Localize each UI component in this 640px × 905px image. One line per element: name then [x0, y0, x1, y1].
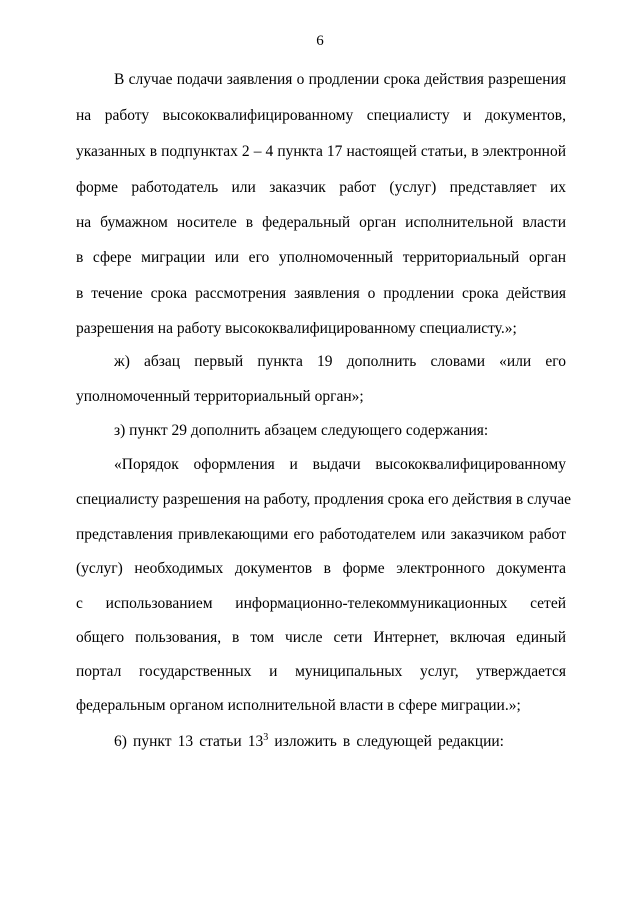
paragraph-line: уполномоченный территориальный орган»;: [76, 388, 364, 405]
paragraph-line: ж) абзац первый пункта 19 дополнить словами «или его: [114, 353, 566, 370]
paragraph-line: указанных в подпунктах 2 – 4 пункта 17 настоящей статьи, в электронной: [76, 143, 566, 160]
paragraph-line: в сфере миграции или его уполномоченный территориальный орган: [76, 249, 566, 266]
paragraph-line: форме работодатель или заказчик работ (услуг) представляет их: [76, 179, 566, 196]
paragraph-line: общего пользования, в том числе сети Интернет, включая единый: [76, 629, 566, 646]
paragraph-line: на работу высококвалифицированному специалисту и документов,: [76, 107, 566, 124]
paragraph-line: з) пункт 29 дополнить абзацем следующего содержания:: [114, 422, 489, 439]
paragraph-line: разрешения на работу высококвалифицированному специалисту.»;: [76, 320, 517, 337]
paragraph-line: (услуг) необходимых документов в форме электронного документа: [76, 560, 566, 577]
paragraph-line: федеральным органом исполнительной власти в сфере миграции.»;: [76, 697, 521, 714]
paragraph-line: портал государственных и муниципальных услуг, утверждается: [76, 663, 566, 680]
paragraph-text: 6) пункт 13 статьи 13: [114, 733, 264, 750]
paragraph-line: [114, 732, 504, 752]
superscript: 3: [263, 732, 269, 743]
paragraph-line: В случае подачи заявления о продлении срока действия разрешения: [114, 71, 566, 88]
paragraph-line: в течение срока рассмотрения заявления о продлении срока действия: [76, 285, 566, 302]
paragraph-line: с использованием информационно-телекоммуникационных сетей: [76, 595, 566, 612]
paragraph-line: на бумажном носителе в федеральный орган исполнительной власти: [76, 214, 566, 231]
paragraph-line: представления привлекающими его работодателем или заказчиком работ: [76, 526, 566, 543]
page-number: 6: [316, 33, 324, 49]
paragraph-text: изложить в следующей редакции:: [268, 733, 504, 750]
paragraph-line: специалисту разрешения на работу, продления срока его действия в случае: [76, 491, 571, 508]
paragraph-line: «Порядок оформления и выдачи высококвалифицированному: [114, 456, 566, 473]
